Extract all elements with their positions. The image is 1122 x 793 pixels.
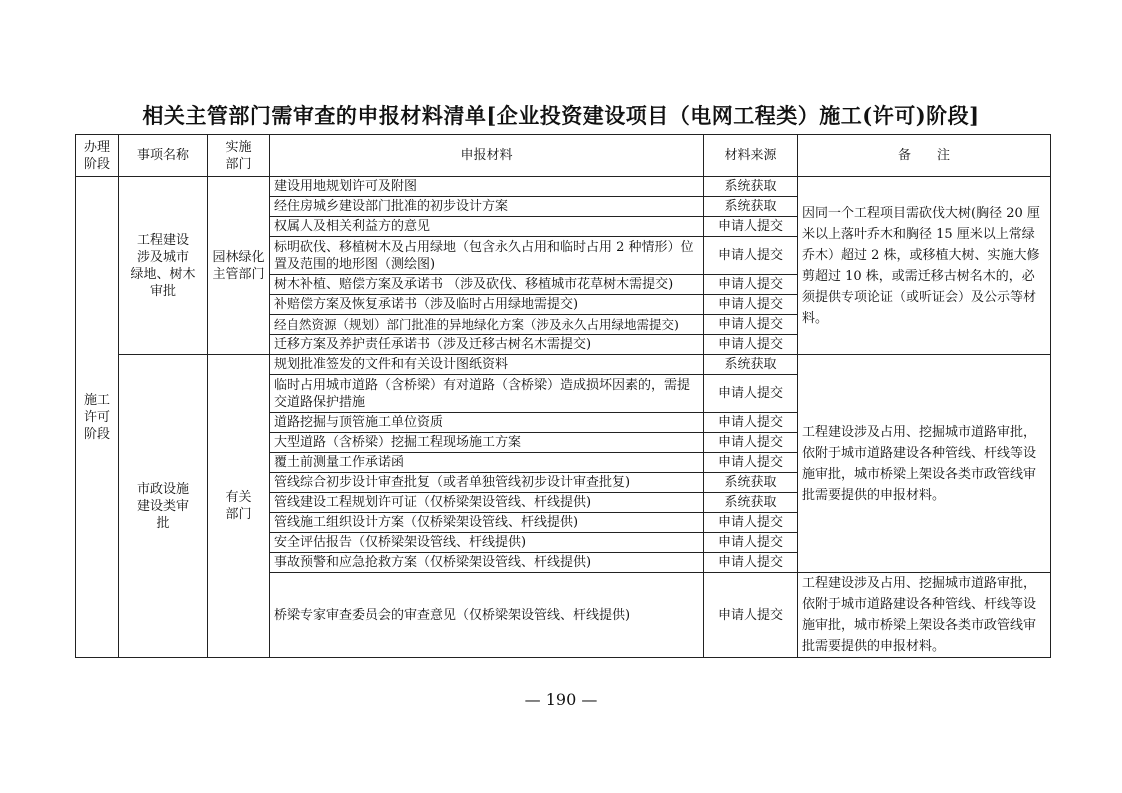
source-cell: 系统获取 [704,493,798,513]
material-cell: 管线建设工程规划许可证（仅桥梁架设管线、杆线提供) [270,493,704,513]
source-cell: 申请人提交 [704,217,798,237]
source-cell: 系统获取 [704,177,798,197]
material-cell: 经自然资源（规划）部门批准的异地绿化方案（涉及永久占用绿地需提交) [270,315,704,335]
page-number: — 190 — [524,690,598,709]
source-cell: 申请人提交 [704,533,798,553]
material-cell: 事故预警和应急抢救方案（仅桥梁架设管线、杆线提供) [270,553,704,573]
remark-cell-municipal: 工程建设涉及占用、挖掘城市道路审批，依附于城市道路建设各种管线、杆线等设施审批，城市桥梁上架设各类市政管线审批需要提供的申报材料。 [798,355,1051,573]
table-row [76,177,1051,197]
source-cell: 申请人提交 [704,513,798,533]
header-remarks: 备 注 [798,135,1051,177]
material-cell: 桥梁专家审查委员会的审查意见（仅桥梁架设管线、杆线提供) [270,573,704,658]
material-cell: 补赔偿方案及恢复承诺书（涉及临时占用绿地需提交) [270,295,704,315]
source-cell: 申请人提交 [704,335,798,355]
source-cell: 申请人提交 [704,573,798,658]
material-cell: 道路挖掘与顶管施工单位资质 [270,413,704,433]
remark-cell-bridge: 工程建设涉及占用、挖掘城市道路审批，依附于城市道路建设各种管线、杆线等设施审批，城市桥梁上架设各类市政管线审批需要提供的申报材料。 [798,573,1051,658]
material-cell: 管线综合初步设计审查批复（或者单独管线初步设计审查批复) [270,473,704,493]
source-cell: 申请人提交 [704,295,798,315]
header-source: 材料来源 [704,135,798,177]
page-title: 相关主管部门需审查的申报材料清单[企业投资建设项目（电网工程类）施工(许可)阶段] [142,103,980,128]
material-cell: 标明砍伐、移植树木及占用绿地（包含永久占用和临时占用 2 种情形）位置及范围的地形图（测绘图) [270,237,704,275]
source-cell: 系统获取 [704,473,798,493]
item-cell-municipal: 市政设施 建设类审 批 [119,355,208,658]
remark-cell-greening: 因同一个工程项目需砍伐大树(胸径 20 厘米以上落叶乔木和胸径 15 厘米以上常绿乔木）超过 2 株，或移植大树、实施大修剪超过 10 株，或需迁移古树名木的，必须提供专项论证（或听证会）及公示等材料。 [798,177,1051,355]
material-cell: 规划批准签发的文件和有关设计图纸资料 [270,355,704,375]
source-cell: 申请人提交 [704,315,798,335]
source-cell: 申请人提交 [704,433,798,453]
material-cell: 经住房城乡建设部门批准的初步设计方案 [270,197,704,217]
header-item: 事项名称 [119,135,208,177]
source-cell: 申请人提交 [704,453,798,473]
dept-cell-municipal: 有关 部门 [208,355,270,658]
dept-cell-greening: 园林绿化 主管部门 [208,177,270,355]
source-cell: 系统获取 [704,197,798,217]
source-cell: 申请人提交 [704,375,798,413]
stage-cell: 施工 许可 阶段 [76,177,119,658]
materials-table [75,134,1051,658]
header-materials: 申报材料 [270,135,704,177]
source-cell: 申请人提交 [704,413,798,433]
material-cell: 安全评估报告（仅桥梁架设管线、杆线提供) [270,533,704,553]
header-dept: 实施 部门 [208,135,270,177]
source-cell: 申请人提交 [704,237,798,275]
source-cell: 申请人提交 [704,553,798,573]
table-header-row [76,135,1051,177]
material-cell: 管线施工组织设计方案（仅桥梁架设管线、杆线提供) [270,513,704,533]
material-cell: 迁移方案及养护责任承诺书（涉及迁移古树名木需提交) [270,335,704,355]
material-cell: 覆土前测量工作承诺函 [270,453,704,473]
material-cell: 建设用地规划许可及附图 [270,177,704,197]
material-cell: 临时占用城市道路（含桥梁）有对道路（含桥梁）造成损坏因素的，需提交道路保护措施 [270,375,704,413]
header-stage: 办理 阶段 [76,135,119,177]
material-cell: 权属人及相关利益方的意见 [270,217,704,237]
material-cell: 树木补植、赔偿方案及承诺书 （涉及砍伐、移植城市花草树木需提交) [270,275,704,295]
material-cell: 大型道路（含桥梁）挖掘工程现场施工方案 [270,433,704,453]
table-row [76,355,1051,375]
source-cell: 系统获取 [704,355,798,375]
source-cell: 申请人提交 [704,275,798,295]
item-cell-greening: 工程建设 涉及城市 绿地、树木 审批 [119,177,208,355]
